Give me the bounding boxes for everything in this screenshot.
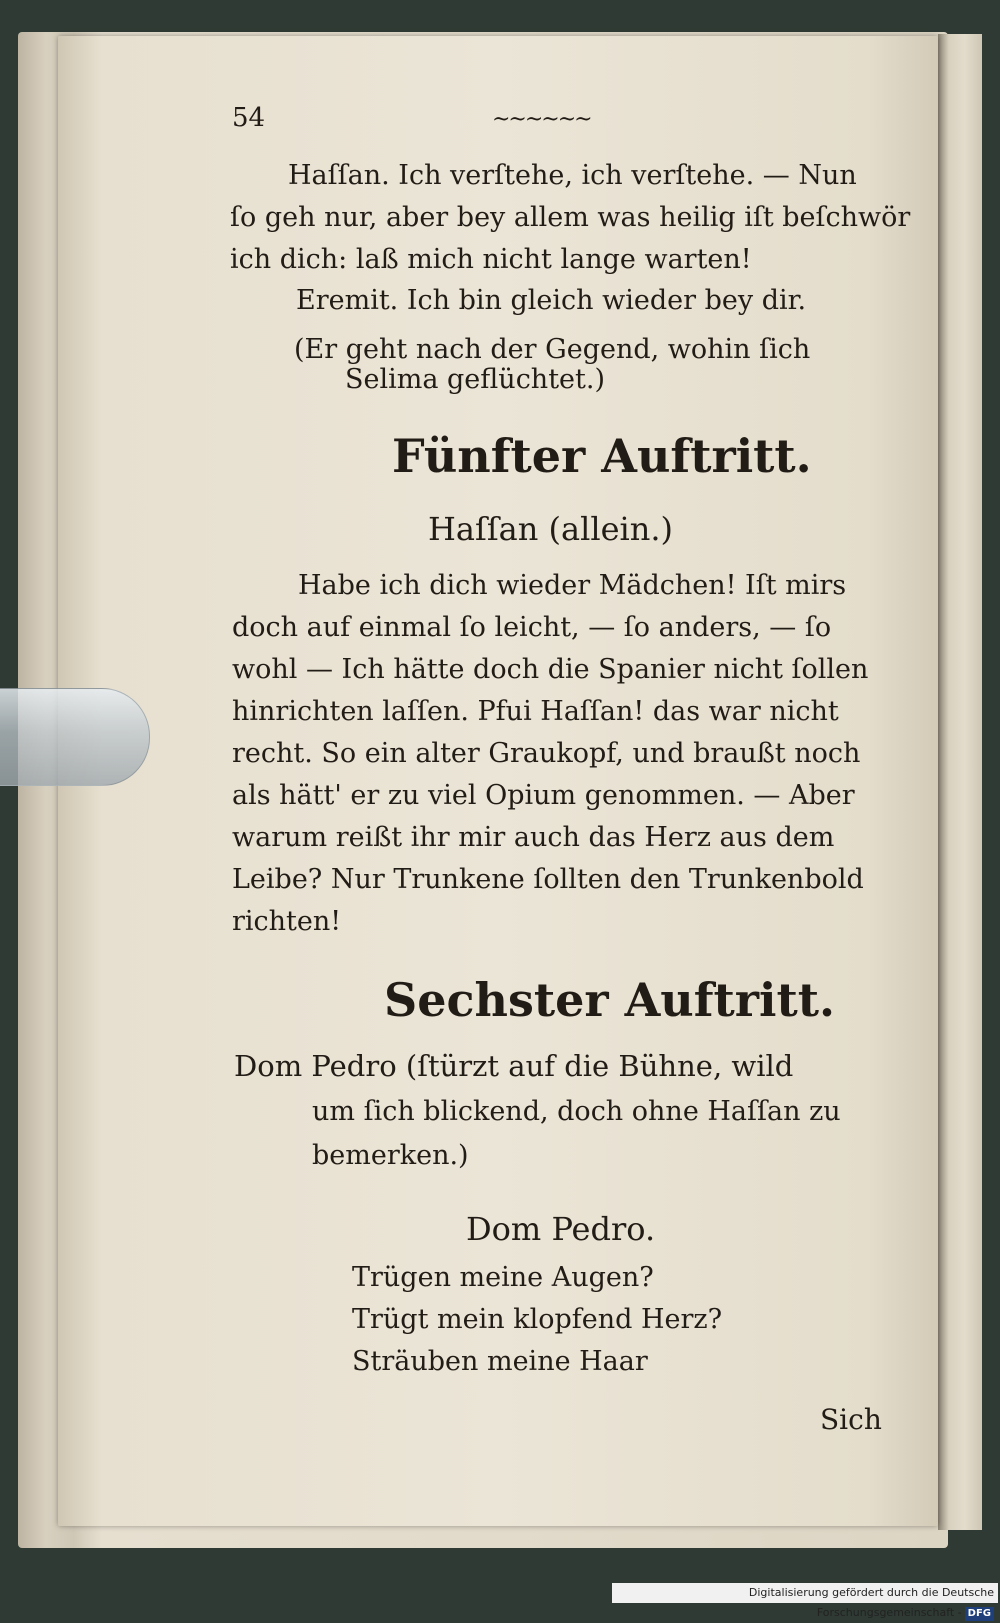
footer-text: Digitalisierung gefördert durch die Deutsche Forschungsgemeinschaft - — [748, 1586, 994, 1619]
text-line: wohl — Ich hätte doch die Spanier nicht ſollen — [232, 654, 869, 685]
text-line: ſo geh nur, aber bey allem was heilig iſt beſchwör — [230, 202, 911, 233]
verse-line: Sträuben meine Haar — [352, 1346, 648, 1377]
verse-line: Trügt mein klopfend Herz? — [352, 1304, 723, 1335]
text-line: warum reißt ihr mir auch das Herz aus dem — [232, 822, 835, 853]
text-line: Eremit. Ich bin gleich wieder bey dir. — [296, 285, 807, 316]
text-line: recht. So ein alter Graukopf, und braußt noch — [232, 738, 861, 769]
scene-heading-6: Sechster Auftritt. — [384, 973, 835, 1027]
speaker-heading: Haſſan (allein.) — [428, 510, 673, 548]
digitization-footer — [612, 1583, 998, 1619]
catchword: Sich — [820, 1403, 882, 1436]
text-line: Dom Pedro (ſtürzt auf die Bühne, wild — [234, 1049, 794, 1083]
text-line: doch auf einmal ſo leicht, — ſo anders, — ſo — [232, 612, 832, 643]
text-line: hinrichten laſſen. Pfui Haſſan! das war nicht — [232, 696, 839, 727]
speaker-heading: Dom Pedro. — [466, 1210, 656, 1248]
text-line: Habe ich dich wieder Mädchen! Iſt mirs — [298, 570, 847, 601]
verse-line: Trügen meine Augen? — [352, 1262, 654, 1293]
text-line: Leibe? Nur Trunkene ſollten den Trunkenbold — [232, 864, 864, 895]
stage-direction: Selima geflüchtet.) — [345, 364, 605, 395]
text-line: ich dich: laß mich nicht lange warten! — [230, 244, 752, 275]
text-line: richten! — [232, 906, 342, 937]
dfg-logo: DFG — [965, 1607, 994, 1621]
header-ornament: ~~~~~~ — [492, 107, 591, 132]
text-line: als hätt' er zu viel Opium genommen. — Aber — [232, 780, 855, 811]
text-line: bemerken.) — [312, 1140, 469, 1171]
text-line: Haſſan. Ich verſtehe, ich verſtehe. — Nun — [288, 160, 857, 191]
stage-direction: (Er geht nach der Gegend, wohin ſich — [294, 334, 811, 365]
text-line: um ſich blickend, doch ohne Haſſan zu — [312, 1096, 841, 1127]
page-number: 54 — [232, 103, 266, 133]
scene-heading-5: Fünfter Auftritt. — [392, 429, 812, 483]
